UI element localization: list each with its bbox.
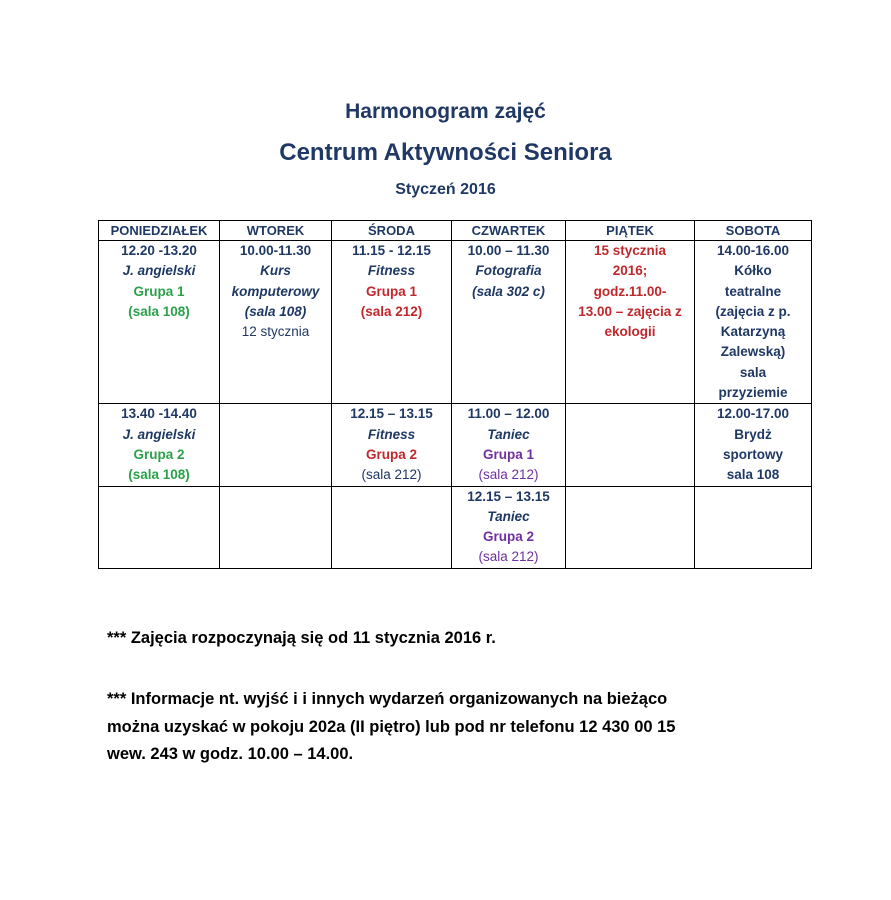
class-name: J. angielski [122,263,196,279]
col-header-saturday: SOBOTA [695,221,812,241]
class-room: (sala 212) [361,467,422,483]
cell-monday-1 [99,241,220,404]
class-name: Kółko [734,263,772,279]
class-group: Grupa 2 [365,446,417,462]
table-row [99,486,812,568]
class-name: Fotografia [475,263,542,279]
class-room: (sala 212) [360,303,423,319]
cell-thursday-1 [452,241,566,404]
cell-friday-1 [566,241,695,404]
document-title: Harmonogram zajęć [345,100,546,123]
table-row [99,404,812,486]
class-room: (sala 108) [128,467,190,483]
table-header-row [99,221,812,241]
schedule-table [98,220,812,569]
cell-wednesday-3 [332,486,452,568]
event-text: 13.00 – zajęcia z [578,303,682,319]
class-group: Grupa 1 [365,283,417,299]
class-name: Taniec [487,508,530,524]
class-room: (sala 212) [478,549,539,565]
cell-friday-2 [566,404,695,486]
class-group: Grupa 1 [482,446,534,462]
class-time: 11.00 – 12.00 [467,406,550,422]
class-time: 14.00-16.00 [716,243,790,258]
class-room: (sala 108) [244,303,307,319]
class-time: 10.00-11.30 [239,243,312,258]
class-room: sala [739,364,767,380]
class-room: przyziemie [718,385,788,401]
class-time: 12.15 – 13.15 [467,488,550,504]
cell-tuesday-1 [220,241,332,404]
document-subtitle: Centrum Aktywności Seniora [279,139,612,166]
class-group: Grupa 1 [133,283,185,299]
class-room: (sala 108) [128,303,190,319]
class-time: 13.40 -14.40 [121,406,197,422]
class-name: Taniec [487,426,530,442]
class-detail: Zalewską) [720,344,786,360]
class-name: Fitness [367,426,416,442]
class-time: 11.15 - 12.15 [352,243,431,258]
class-date: 12 stycznia [241,324,310,340]
cell-wednesday-1 [332,241,452,404]
class-name: teatralne [724,283,782,299]
class-time: 12.20 -13.20 [121,243,197,258]
col-header-friday: PIĄTEK [566,221,695,241]
cell-saturday-2 [695,404,812,486]
class-room: (sala 212) [478,467,539,483]
class-time: 12.00-17.00 [716,406,790,422]
table-row [99,241,812,404]
cell-saturday-1 [695,241,812,404]
class-time: 12.15 – 13.15 [350,406,433,422]
cell-tuesday-3 [220,486,332,568]
note-start-date: *** Zajęcia rozpoczynają się od 11 stycznia 2016 r. [107,629,496,647]
col-header-tuesday: WTOREK [220,221,332,241]
class-detail: (zajęcia z p. [715,303,791,319]
event-text: 2016; [612,263,648,279]
class-name: Kurs [260,263,291,279]
class-group: Grupa 2 [133,446,185,462]
event-text: godz.11.00- [593,283,667,299]
cell-wednesday-2 [332,404,452,486]
class-name: J. angielski [122,426,196,442]
cell-saturday-3 [695,486,812,568]
class-detail: Katarzyną [720,324,786,340]
document-month: Styczeń 2016 [395,181,496,198]
class-room: sala 108 [726,467,780,483]
cell-thursday-2 [452,404,566,486]
note-line: wew. 243 w godz. 10.00 – 14.00. [107,745,354,763]
class-group: Grupa 2 [482,529,534,545]
cell-monday-3 [99,486,220,568]
note-line: można uzyskać w pokoju 202a (II piętro) lub pod nr telefonu 12 430 00 15 [107,717,676,736]
class-name: sportowy [722,446,783,462]
cell-monday-2 [99,404,220,486]
class-name: Brydż [734,426,772,442]
cell-friday-3 [566,486,695,568]
class-name: Fitness [367,263,416,279]
note-information [107,686,676,769]
col-header-wednesday: ŚRODA [332,221,452,241]
note-line: *** Informacje nt. wyjść i i innych wydarzeń organizowanych na bieżąco [107,690,668,708]
class-room: (sala 302 c) [472,283,545,299]
event-text: 15 stycznia [593,243,667,258]
col-header-monday: PONIEDZIAŁEK [99,221,220,241]
class-name: komputerowy [231,283,320,299]
col-header-thursday: CZWARTEK [452,221,566,241]
cell-thursday-3 [452,486,566,568]
event-text: ekologii [604,324,656,340]
cell-tuesday-2 [220,404,332,486]
class-time: 10.00 – 11.30 [467,243,550,258]
